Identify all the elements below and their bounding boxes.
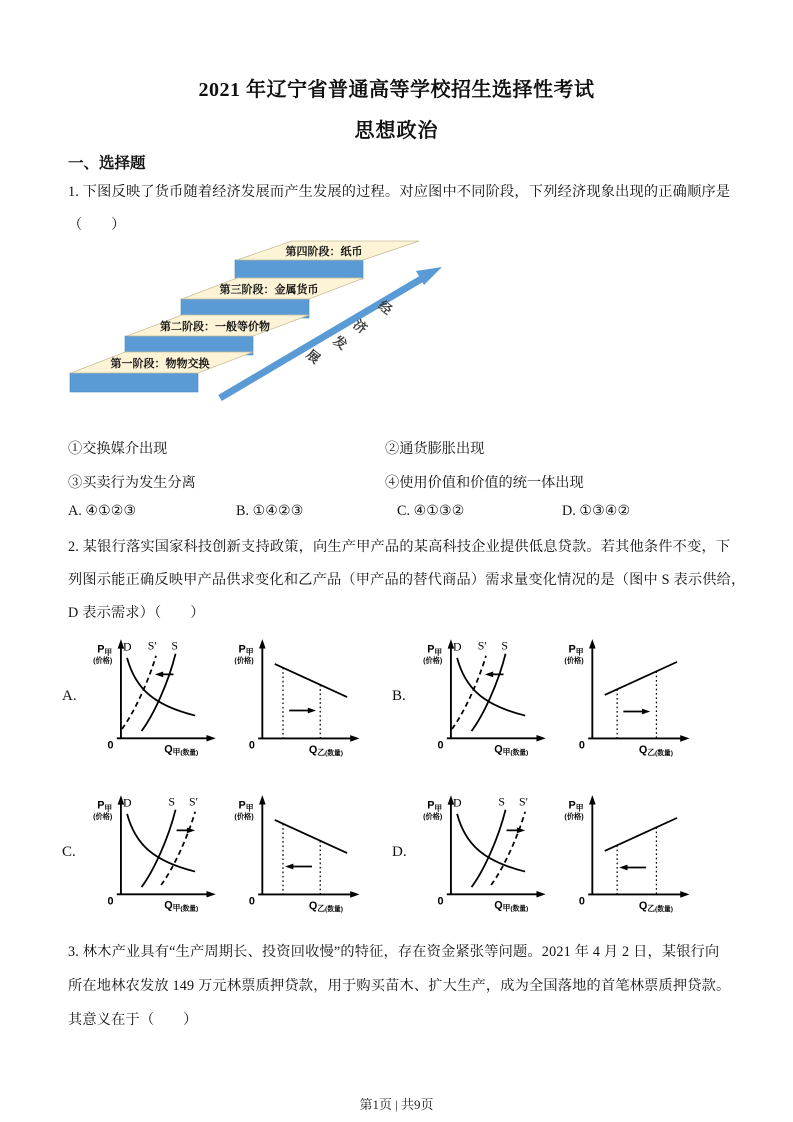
q3-text-line1: 3. 林木产业具有“生产周期长、投资回收慢”的特征，存在资金紧张等问题。2021 年 4 月 2 日，某银行向 <box>68 944 720 960</box>
q2-option-a-letter: A. <box>62 687 77 704</box>
option-b-market-jia-graph <box>420 635 554 757</box>
supply-label: S <box>171 638 179 653</box>
option-a-market-jia-graph <box>90 635 224 757</box>
q1-text-line1: 1. 下图反映了货币随着经济发展而产生发展的过程。对应图中不同阶段，下列经济现象出现的正确顺序是 <box>68 184 731 200</box>
q2-option-d <box>392 774 698 930</box>
demand-label: D <box>122 795 132 810</box>
q2-text-line1: 2. 某银行落实国家科技创新支持政策，向生产甲产品的某高科技企业提供低息贷款。若其他条件不变，下 <box>68 539 731 555</box>
origin-label: 0 <box>437 895 444 908</box>
x-axis-label: Q乙(数量) <box>638 743 673 757</box>
stage-2-label: 第二阶段：一般等价物 <box>160 321 270 333</box>
y-axis-sublabel: (价格) <box>234 655 254 665</box>
arrow-char-4: 展 <box>303 346 324 367</box>
y-axis-label: P甲 <box>568 799 584 813</box>
demand-curve <box>457 814 525 872</box>
supply-shifted-label: S′ <box>477 638 487 653</box>
demand-label: D <box>452 639 462 654</box>
q2-option-b <box>392 618 698 774</box>
y-axis-label: P甲 <box>97 643 113 657</box>
y-axis-label: P甲 <box>238 799 254 813</box>
q1-choice-a <box>68 503 136 520</box>
y-axis-sublabel: (价格) <box>93 656 113 666</box>
cross-demand-line <box>275 820 347 853</box>
q1-choice-a-letter: A. <box>68 503 82 519</box>
y-axis-label: P甲 <box>568 643 584 657</box>
stage-1-face <box>70 373 198 392</box>
demand-curve <box>457 658 525 716</box>
q2-graph-row-ab <box>0 618 793 774</box>
quantity-arrow-left <box>619 865 646 871</box>
option-d-market-jia-graph <box>420 791 554 913</box>
supply-shifted-label: S′ <box>147 638 157 653</box>
origin-label: 0 <box>578 739 585 752</box>
cross-demand-line <box>275 664 347 697</box>
q2-option-c <box>62 774 368 930</box>
section-heading: 一、选择题 <box>68 155 146 172</box>
q1-text-line2: （ ） <box>68 217 126 233</box>
quantity-arrow-right <box>289 708 316 714</box>
option-d-market-yi-graph <box>558 791 698 913</box>
quantity-arrow-right <box>623 709 650 715</box>
stage-4-label: 第四阶段：纸币 <box>285 246 363 258</box>
q2-text-line2: 列图示能正确反映甲产品供求变化和乙产品（甲产品的替代商品）需求量变化情况的是（图中 S 表示供给， <box>68 572 746 588</box>
x-axis-label: Q甲(数量) <box>164 743 199 757</box>
origin-label: 0 <box>107 895 114 908</box>
y-axis-sublabel: (价格) <box>93 812 113 822</box>
q1-item-4: ④使用价值和价值的统一体出现 <box>385 475 584 491</box>
q1-item-3: ③买卖行为发生分离 <box>68 475 196 491</box>
exam-title: 2021 年辽宁省普通高等学校招生选择性考试 <box>198 79 595 101</box>
shift-arrow-right <box>507 827 526 833</box>
y-axis-label: P甲 <box>238 643 254 657</box>
q1-choice-b <box>236 503 303 520</box>
origin-label: 0 <box>248 895 255 908</box>
q1-choice-c-letter: C. <box>397 503 411 519</box>
y-axis-sublabel: (价格) <box>423 812 443 822</box>
q1-choice-d <box>562 503 630 520</box>
q2-option-a <box>62 618 368 774</box>
q1-numbered-items <box>68 438 728 538</box>
q3-text-line3: 其意义在于（ ） <box>68 1012 198 1028</box>
q1-choice-d-value: ①③④② <box>579 503 631 519</box>
demand-label: D <box>122 639 132 654</box>
demand-curve <box>127 658 195 716</box>
y-axis-label: P甲 <box>427 799 443 813</box>
x-axis-label: Q甲(数量) <box>164 899 199 913</box>
origin-label: 0 <box>437 739 444 752</box>
q3-text-line2: 所在地林农发放 149 万元林票质押贷款，用于购买苗木、扩大生产，成为全国落地的首笔林票质押贷款。 <box>68 978 731 994</box>
demand-curve <box>127 814 195 872</box>
q2-graph-row-cd <box>0 774 793 930</box>
option-c-market-jia-graph <box>90 791 224 913</box>
arrow-char-2: 济 <box>350 316 371 337</box>
exam-subject: 思想政治 <box>354 120 439 142</box>
cross-demand-line <box>605 818 677 851</box>
x-axis-label: Q甲(数量) <box>494 899 529 913</box>
quantity-arrow-left <box>285 864 312 870</box>
q2-text-line3: D 表示需求）（ ） <box>68 605 205 621</box>
option-a-market-yi-graph <box>228 635 368 757</box>
origin-label: 0 <box>248 739 255 752</box>
x-axis-label: Q乙(数量) <box>308 743 343 757</box>
q1-choice-c-value: ④①③② <box>413 503 465 519</box>
q1-choice-b-value: ①④②③ <box>252 503 304 519</box>
demand-label: D <box>452 795 462 810</box>
supply-shifted-curve <box>161 812 195 885</box>
supply-label: S <box>501 638 509 653</box>
currency-stages-diagram <box>66 232 456 402</box>
supply-label: S <box>498 794 505 809</box>
stage-3-label: 第三阶段：金属货币 <box>219 284 319 296</box>
x-axis-label: Q乙(数量) <box>308 899 343 913</box>
supply-shifted-curve <box>491 812 525 885</box>
y-axis-label: P甲 <box>97 799 113 813</box>
q1-item-1: ①交换媒介出现 <box>68 441 168 457</box>
supply-shifted-label: S′ <box>518 794 529 809</box>
q2-option-b-letter: B. <box>392 687 406 704</box>
y-axis-sublabel: (价格) <box>564 811 584 821</box>
q1-choice-d-letter: D. <box>562 503 576 519</box>
origin-label: 0 <box>107 739 114 752</box>
x-axis-label: Q乙(数量) <box>638 899 673 913</box>
y-axis-label: P甲 <box>427 643 443 657</box>
q2-option-d-letter: D. <box>392 843 407 860</box>
option-c-market-yi-graph <box>228 791 368 913</box>
supply-label: S <box>168 794 175 809</box>
y-axis-sublabel: (价格) <box>423 656 443 666</box>
q1-choice-c <box>397 503 464 520</box>
shift-arrow-right <box>177 827 196 833</box>
origin-label: 0 <box>578 895 585 908</box>
page-number-footer: 第1页 | 共9页 <box>359 1097 434 1112</box>
y-axis-sublabel: (价格) <box>234 811 254 821</box>
arrow-char-3: 发 <box>330 332 351 353</box>
supply-shifted-label: S′ <box>188 794 199 809</box>
q1-choice-a-value: ④①②③ <box>85 503 137 519</box>
stage-4-face <box>235 260 363 279</box>
arrow-char-1: 经 <box>375 297 396 318</box>
y-axis-sublabel: (价格) <box>564 655 584 665</box>
x-axis-label: Q甲(数量) <box>494 743 529 757</box>
q2-option-c-letter: C. <box>62 843 76 860</box>
option-b-market-yi-graph <box>558 635 698 757</box>
q1-item-2: ②通货膨胀出现 <box>385 441 485 457</box>
stage-1-label: 第一阶段：物物交换 <box>110 358 210 370</box>
cross-demand-line <box>605 662 677 695</box>
q1-choice-b-letter: B. <box>236 503 250 519</box>
